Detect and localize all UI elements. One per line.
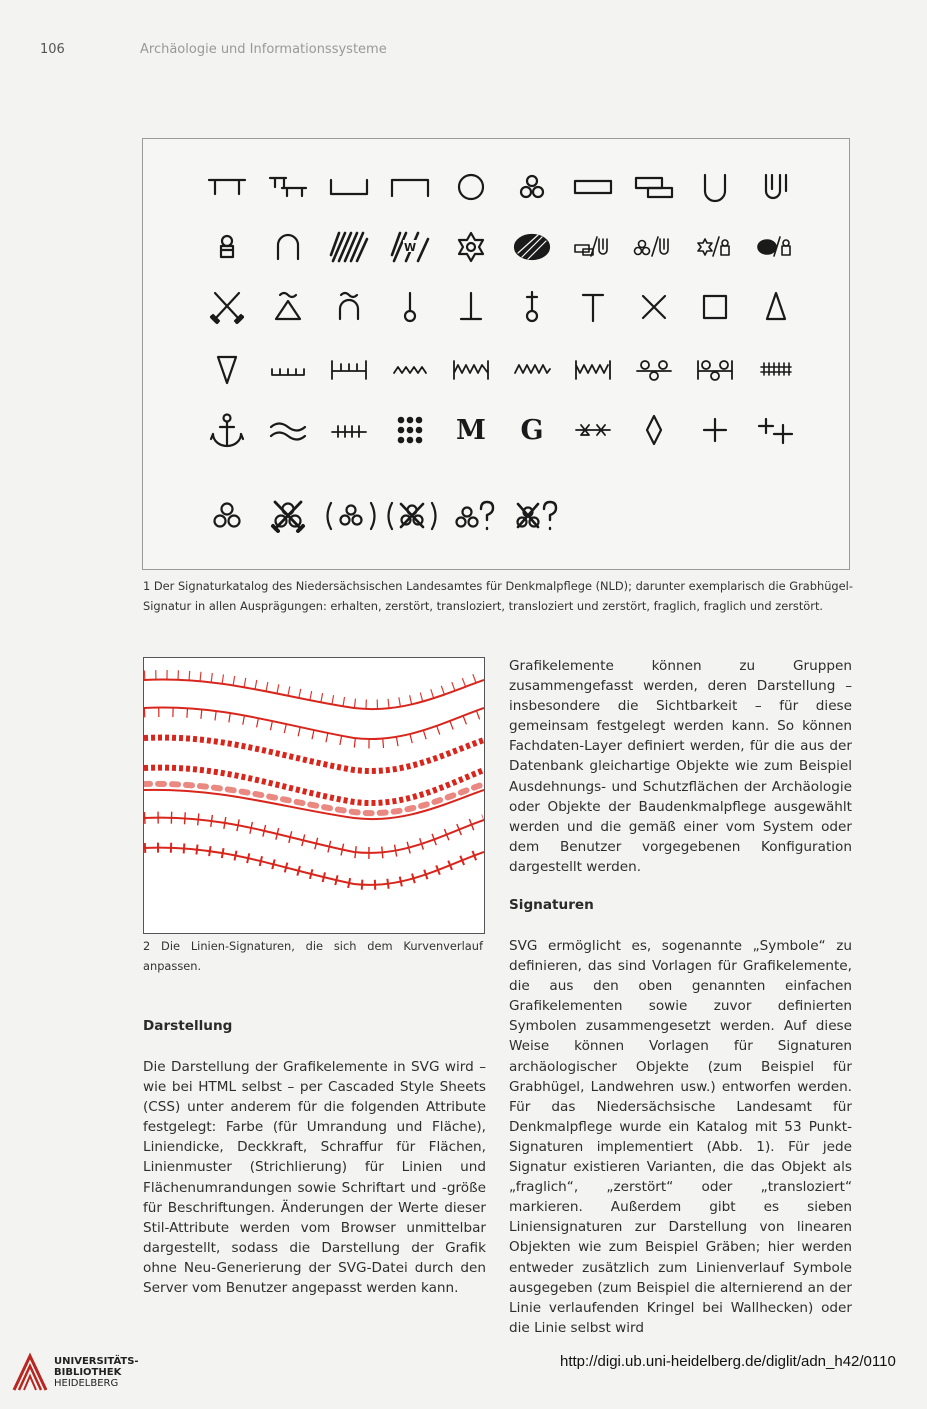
symbol-lollipop (405, 293, 415, 321)
symbol-mound-translocated-destroyed (389, 503, 436, 529)
figure1-caption: 1 Der Signaturkatalog des Niedersächsischen Landesamtes für Denkmalpflege (NLD); darunter exemplarisch die Grabhügel-Signatur in allen Ausprägungen: erhalten, zerstört, transloziert, transloziert und zerstört, fraglich, fraglich und zerstört. (143, 579, 853, 613)
darstellung-paragraph: Die Darstellung der Grafikelemente in SVG wird – wie bei HTML selbst – per Cascaded Style Sheets (CSS) unter anderem für die folgenden Attribute festgelegt: Farbe (für Umrandung und Fläche), Liniendicke, Deckkraft, Schraffur für Flächen, Linienmuster (Strichlierung) für Linien und Flächenumrandungen sowie Schriftart und -größe für Beschriftungen. Änderungen der Werte dieser Stil-Attribute werden vom Browser unmittelbar dargestellt, sodass die Darstellung der Grafik ohne Neu-Generierung der SVG-Datei durch den Server vom Benutzer angepasst werden kann. (143, 1059, 486, 1297)
symbol-bell (221, 236, 233, 257)
line-signatures-drawing (144, 658, 484, 933)
symbol-ellipse-bell-combo (758, 237, 790, 256)
symbol-triangle-down (218, 357, 236, 383)
line-signature-zigzag-1 (144, 738, 484, 771)
line-signature-crosses (144, 848, 484, 885)
symbol-catalog-figure (142, 138, 850, 570)
symbol-triangle-tilde (276, 293, 300, 319)
symbol-comb-large (332, 361, 366, 379)
line-signature-crosses-marks (144, 848, 484, 885)
symbol-circle (459, 175, 483, 199)
signaturen-paragraph: SVG ermöglicht es, sogenannte „Symbole“ zu definieren, das sind Vorlagen für Grafikelemente, die aus den oben genannten einfachen Grafikelementen sowie zuvor definierten Symbolen zusammengesetzt werden. Auf diese Weise können Vorlagen für Signaturen archäologischer Objekte (zum Beispiel für Grabhügel, Landwehren usw.) entworfen werden. Für das Niedersächsische Landesamt für Denkmalpflege wurde ein Katalog mit 53 Punkt-Signaturen implementiert (Abb. 1). Für jede Signatur existieren Varianten, die das Objekt als „fraglich“, „zerstört“ oder „transloziert“ markieren. Außerdem gibt es sieben Liniensignaturen zur Darstellung von linearen Objekten wie zum Beispiel Gräben; hier werden entweder zusätzlich zum Linienverlauf Symbole ausgegeben (zum Beispiel die alternierend an der Linie verlaufenden Kringel bei Wallhecken) oder die Linie selbst wird (509, 938, 852, 1336)
symbol-dot-grid (398, 417, 423, 444)
digitization-footer (0, 1340, 927, 1409)
symbol-hatched-square (331, 233, 367, 261)
symbol-triangle (767, 293, 785, 319)
symbol-hatched-square-w (392, 233, 428, 261)
symbol-u-double (766, 175, 786, 198)
symbol-cross-circle (527, 292, 537, 321)
line-signature-hatched-marks (144, 818, 484, 853)
symbol-hatched-ellipse (515, 235, 549, 259)
symbol-diamond (647, 416, 661, 444)
symbol-x-cross (643, 296, 665, 318)
symbol-three-circles (521, 176, 543, 197)
library-name-line1: UNIVERSITÄTS- (54, 1356, 139, 1367)
symbol-x-line (576, 425, 610, 435)
symbol-letter-m: M (456, 415, 486, 446)
symbol-anchor (211, 415, 243, 447)
symbol-crossed-hammers (212, 293, 242, 322)
symbol-trench-open-up (331, 180, 367, 194)
symbol-table-double (270, 178, 306, 196)
line-signature-ticks-down (144, 708, 484, 739)
symbol-zigzag (515, 365, 550, 373)
symbol-plus (704, 419, 726, 441)
figure2-caption: 2 Die Linien-Signaturen, die sich dem Kurvenverlauf anpassen. (143, 939, 483, 973)
symbol-square (704, 296, 726, 318)
symbol-circles-u-combo (635, 237, 669, 256)
symbol-hash-line (761, 363, 791, 375)
symbol-table (209, 180, 245, 194)
symbol-perpendicular (461, 293, 481, 319)
symbol-letter-g: G (520, 415, 544, 446)
symbol-double-rectangle (636, 178, 672, 197)
symbol-catalog-drawing (143, 139, 849, 569)
symbol-t-shape (583, 295, 603, 321)
symbol-comb-small (272, 369, 304, 375)
symbol-rect-u-combo (575, 237, 607, 256)
symbol-rectangle (575, 181, 611, 193)
symbol-mound-questionable (457, 502, 494, 529)
source-url-link[interactable]: http://digi.ub.uni-heidelberg.de/diglit/adn_h42/0110 (560, 1353, 896, 1370)
symbol-double-plus (759, 419, 792, 443)
symbol-mound-translocated (328, 503, 375, 529)
running-title: Archäologie und Informationssysteme (140, 42, 387, 57)
symbol-mound-preserved (215, 504, 240, 527)
symbol-mound-questionable-destroyed (518, 502, 557, 529)
line-signature-ticks-up-marks (144, 675, 484, 705)
symbol-star (459, 233, 483, 261)
symbol-trench-open-down (392, 180, 428, 196)
section-heading-signaturen: Signaturen (509, 897, 594, 913)
section-heading-darstellung: Darstellung (143, 1018, 233, 1034)
library-name-line3: HEIDELBERG (54, 1378, 119, 1389)
symbol-circle-chain-bracket (698, 361, 732, 380)
symbol-u-shape (705, 175, 725, 201)
symbol-wave-bracket (454, 361, 488, 379)
page-number: 106 (40, 42, 65, 57)
library-logo-icon (10, 1350, 50, 1394)
library-name (54, 1356, 139, 1389)
letter-w: W (403, 241, 417, 254)
symbol-wave-small (394, 367, 426, 373)
symbol-circle-chain (637, 361, 671, 380)
symbol-hatched-line (332, 426, 366, 437)
symbol-arch (278, 235, 298, 259)
symbol-arch-tilde (340, 293, 358, 319)
symbol-mound-destroyed (273, 502, 303, 531)
line-signatures-figure (143, 657, 485, 934)
symbol-zigzag-bracket (576, 361, 610, 379)
library-name-line2: BIBLIOTHEK (54, 1367, 122, 1378)
symbol-double-wave (271, 424, 305, 440)
grafikelemente-paragraph: Grafikelemente können zu Gruppen zusammengefasst werden, deren Darstellung – insbesondere die Sichtbarkeit – für diese gemeinsam festgelegt werden kann. So können Fachdaten-Layer definiert werden, für die aus der Datenbank gleichartige Objekte wie zum Beispiel Ausdehnungs- und Schutzflächen der Archäologie oder Objekte der Baudenkmalpflege ausgewählt werden und die gemäß einer vom System oder dem Benutzer vorgegebenen Konfiguration dargestellt werden. (509, 658, 852, 875)
library-logo (10, 1350, 50, 1398)
symbol-star-bell-combo (698, 237, 729, 256)
